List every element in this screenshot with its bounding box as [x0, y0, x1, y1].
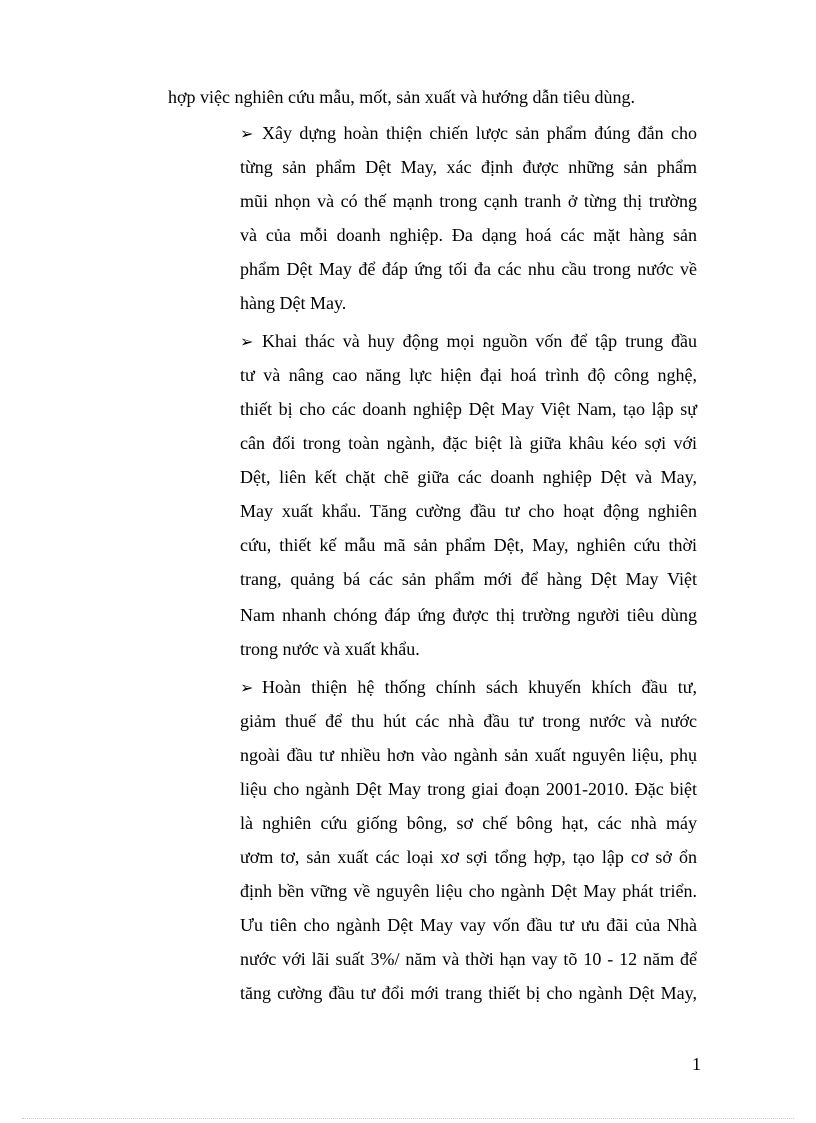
bullet-line: liệu cho ngành Dệt May trong giai đoạn 2001-2010. Đặc biệt — [240, 779, 697, 799]
paragraph-continuation: hợp việc nghiên cứu mẫu, mốt, sản xuất và hướng dẫn tiêu dùng. — [168, 87, 635, 107]
bullet-line: từng sản phẩm Dệt May, xác định được những sản phẩm — [240, 157, 697, 177]
arrowhead-bullet-icon: ➢ — [240, 126, 254, 143]
bullet-line: hàng Dệt May. — [240, 293, 347, 313]
bullet-line — [240, 330, 697, 354]
arrowhead-bullet-icon: ➢ — [240, 334, 254, 351]
bullet-line: giảm thuế để thu hút các nhà đầu tư trong nước và nước — [240, 711, 697, 731]
bullet-line: ngoài đầu tư nhiều hơn vào ngành sản xuất nguyên liệu, phụ — [240, 745, 697, 765]
bullet-line: May xuất khẩu. Tăng cường đầu tư cho hoạt động nghiên — [240, 501, 697, 521]
bullet-line: Nam nhanh chóng đáp ứng được thị trường người tiêu dùng — [240, 605, 697, 625]
bullet-line: thiết bị cho các doanh nghiệp Dệt May Việt Nam, tạo lập sự — [240, 399, 697, 419]
bullet-line: tăng cường đầu tư đổi mới trang thiết bị cho ngành Dệt May, — [240, 983, 697, 1003]
page-bottom-divider — [22, 1118, 794, 1119]
bullet-line — [240, 676, 697, 700]
bullet-line: cứu, thiết kế mẫu mã sản phẩm Dệt, May, nghiên cứu thời — [240, 535, 697, 555]
bullet-text: Khai thác và huy động mọi nguồn vốn để tập trung đầu — [262, 331, 697, 351]
bullet-line: cân đối trong toàn ngành, đặc biệt là giữa khâu kéo sợi với — [240, 433, 697, 453]
bullet-line: ươm tơ, sản xuất các loại xơ sợi tổng hợp, tạo lập cơ sở ổn — [240, 847, 697, 867]
bullet-line: và của mỗi doanh nghiệp. Đa dạng hoá các mặt hàng sản — [240, 225, 697, 245]
bullet-line: trang, quảng bá các sản phẩm mới để hàng Dệt May Việt — [240, 569, 697, 589]
bullet-line: phẩm Dệt May để đáp ứng tối đa các nhu cầu trong nước về — [240, 259, 697, 279]
bullet-line — [240, 122, 697, 146]
bullet-line: định bền vững về nguyên liệu cho ngành Dệt May phát triển. — [240, 881, 697, 901]
bullet-line: là nghiên cứu giống bông, sơ chế bông hạt, các nhà máy — [240, 813, 697, 833]
page-number: 1 — [692, 1054, 701, 1074]
bullet-line: mũi nhọn và có thế mạnh trong cạnh tranh ở từng thị trường — [240, 191, 697, 211]
bullet-line: Ưu tiên cho ngành Dệt May vay vốn đầu tư ưu đãi của Nhà — [240, 915, 697, 935]
bullet-text: Xây dựng hoàn thiện chiến lược sản phẩm đúng đắn cho — [262, 123, 697, 143]
bullet-line: nước với lãi suất 3%/ năm và thời hạn vay tõ 10 - 12 năm để — [240, 949, 697, 969]
bullet-line: tư và nâng cao năng lực hiện đại hoá trình độ công nghệ, — [240, 365, 697, 385]
bullet-text: Hoàn thiện hệ thống chính sách khuyến khích đầu tư, — [262, 677, 697, 697]
bullet-line: trong nước và xuất khẩu. — [240, 639, 420, 659]
bullet-line: Dệt, liên kết chặt chẽ giữa các doanh nghiệp Dệt và May, — [240, 467, 697, 487]
arrowhead-bullet-icon: ➢ — [240, 680, 254, 697]
